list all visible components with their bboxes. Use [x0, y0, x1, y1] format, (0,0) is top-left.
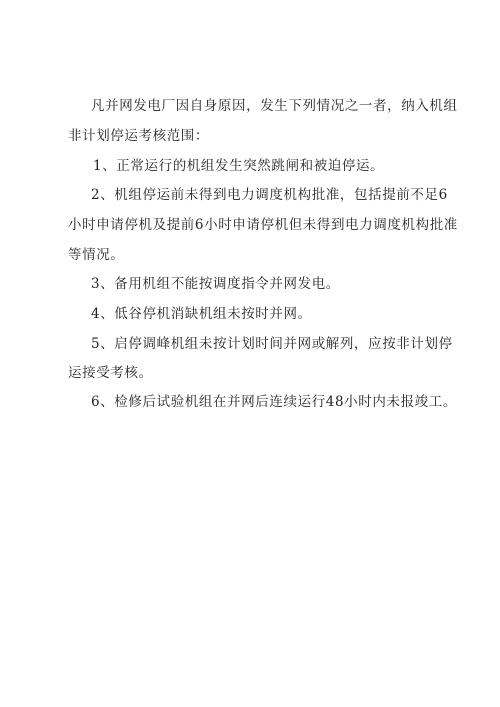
item-3: 3、备用机组不能按调度指令并网发电。	[91, 276, 340, 292]
item-1: 1、正常运行的机组发生突然跳闸和被迫停运。	[93, 158, 385, 174]
item-6: 6、检修后试验机组在并网后连续运行48小时内未报竣工。	[91, 394, 457, 410]
intro-line-1: 凡并网发电厂因自身原因，发生下列情况之一者，纳入机组	[91, 98, 458, 114]
item-2-line-2: 小时申请停机及提前6小时申请停机但未得到电力调度机构批准	[68, 217, 458, 233]
item-5-line-1: 5、启停调峰机组未按计划时间并网或解列，应按非计划停	[91, 336, 453, 352]
item-2-line-3: 等情况。	[68, 247, 125, 263]
intro-line-2: 非计划停运考核范围：	[68, 128, 209, 144]
item-4: 4、低谷停机消缺机组未按时并网。	[91, 306, 312, 322]
item-5-line-2: 运接受考核。	[68, 365, 153, 381]
item-2-line-1: 2、机组停运前未得到电力调度机构批准，包括提前不足6	[91, 187, 448, 203]
